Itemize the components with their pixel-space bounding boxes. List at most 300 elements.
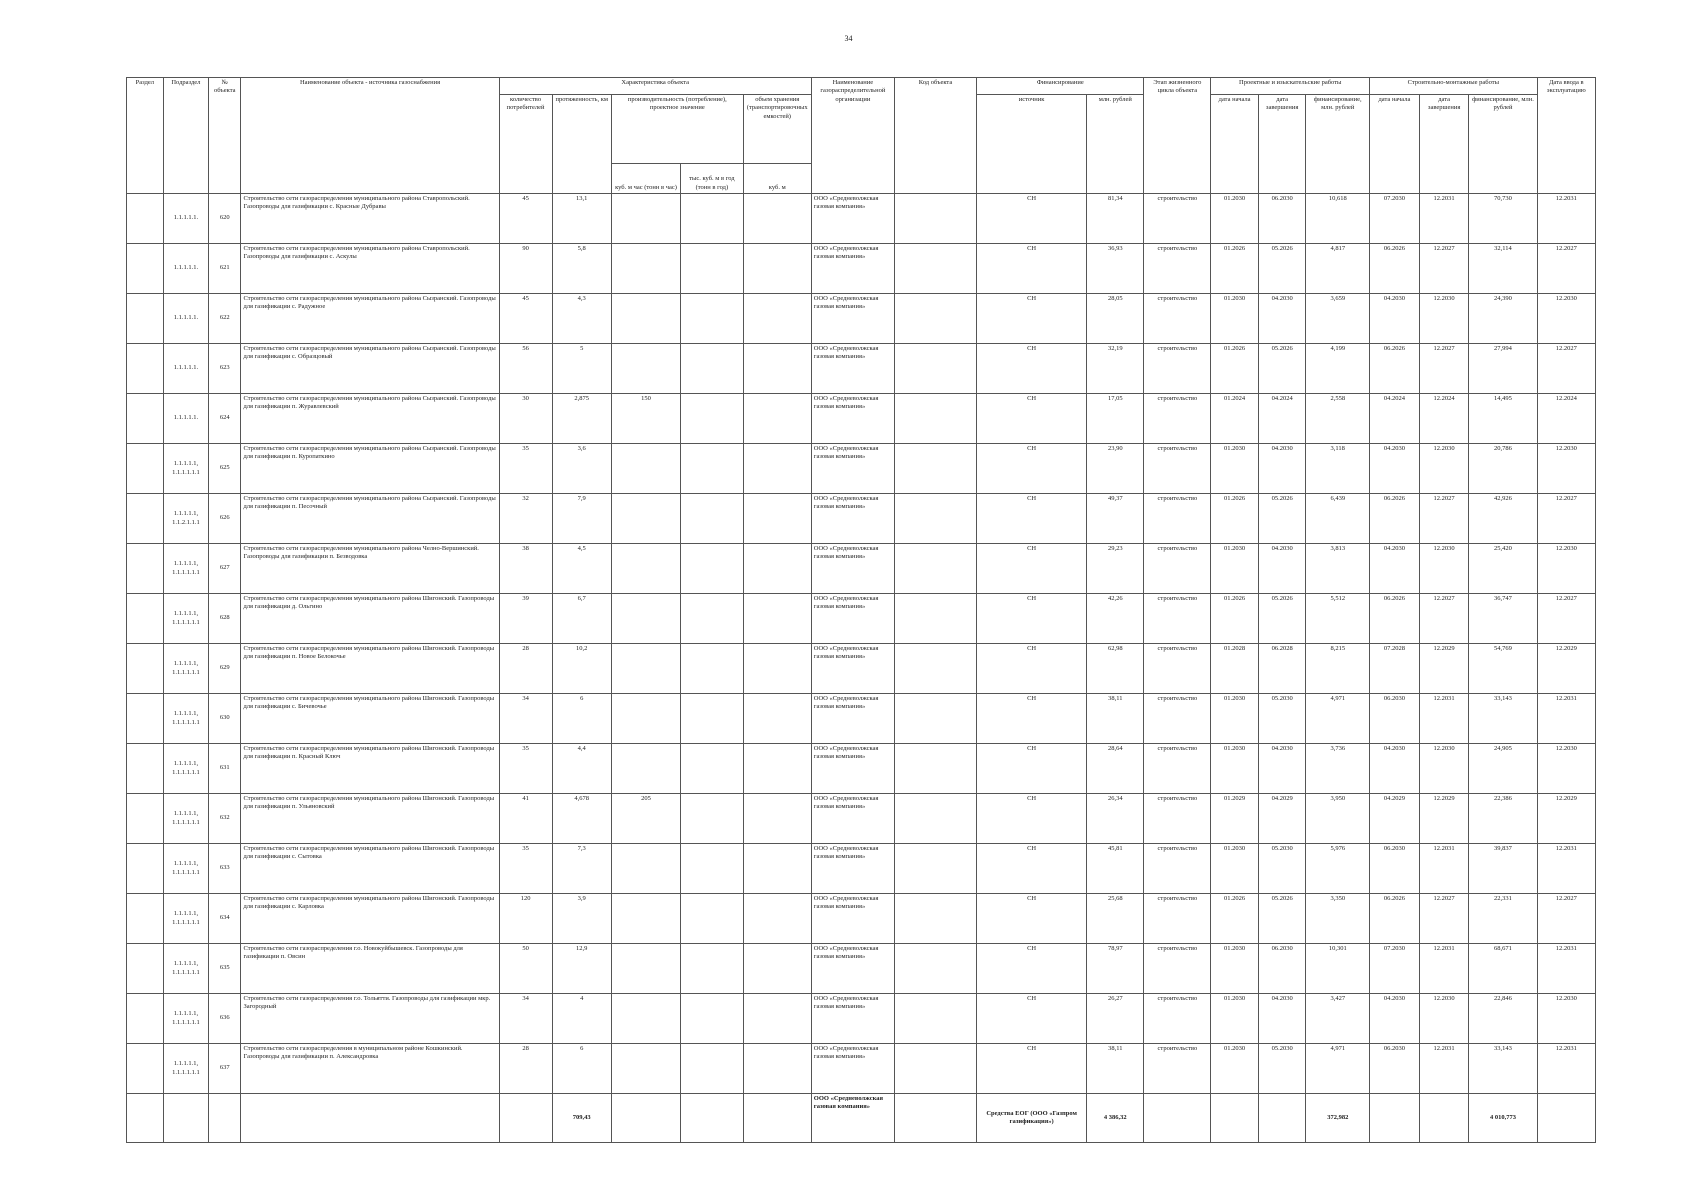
table-row xyxy=(127,394,1596,444)
cell-capacity-year xyxy=(681,744,744,794)
total-capacity-hour xyxy=(611,1094,680,1143)
cell-object-no: 622 xyxy=(209,294,241,344)
cell-section xyxy=(127,944,164,994)
cell-consumers: 32 xyxy=(499,494,552,544)
cell-design-funding: 3,950 xyxy=(1306,794,1370,844)
cell-construction-start: 04.2029 xyxy=(1370,794,1420,844)
cell-consumers: 45 xyxy=(499,294,552,344)
cell-storage xyxy=(743,1044,811,1094)
cell-mln: 28,64 xyxy=(1087,744,1144,794)
cell-design-end: 06.2030 xyxy=(1258,944,1306,994)
cell-design-end: 05.2026 xyxy=(1258,894,1306,944)
cell-design-funding: 8,215 xyxy=(1306,644,1370,694)
cell-source: СН xyxy=(977,694,1087,744)
cell-construction-end: 12.2031 xyxy=(1419,194,1469,244)
total-consumers xyxy=(499,1094,552,1143)
cell-length: 4,3 xyxy=(552,294,611,344)
cell-capacity-hour xyxy=(611,994,680,1044)
cell-object-code xyxy=(894,994,976,1044)
cell-consumers: 35 xyxy=(499,444,552,494)
header-consumers: количество потребителей xyxy=(499,95,552,194)
cell-storage xyxy=(743,694,811,744)
cell-subsection: 1.1.1.1.1, 1.1.1.1.1.1 xyxy=(163,644,208,694)
cell-stage: строительство xyxy=(1144,844,1211,894)
cell-mln: 42,26 xyxy=(1087,594,1144,644)
cell-object-code xyxy=(894,1044,976,1094)
cell-commissioning: 12.2030 xyxy=(1537,294,1595,344)
cell-consumers: 34 xyxy=(499,694,552,744)
cell-object-code xyxy=(894,594,976,644)
cell-design-start: 01.2026 xyxy=(1211,894,1259,944)
cell-capacity-hour xyxy=(611,194,680,244)
cell-capacity-hour xyxy=(611,744,680,794)
cell-object-code xyxy=(894,444,976,494)
gasification-objects-table xyxy=(126,77,1596,1143)
cell-construction-end: 12.2027 xyxy=(1419,244,1469,294)
cell-capacity-year xyxy=(681,194,744,244)
table-row xyxy=(127,444,1596,494)
cell-object-no: 625 xyxy=(209,444,241,494)
cell-length: 4,4 xyxy=(552,744,611,794)
cell-construction-start: 04.2030 xyxy=(1370,994,1420,1044)
cell-object-code xyxy=(894,694,976,744)
cell-commissioning: 12.2027 xyxy=(1537,894,1595,944)
cell-consumers: 34 xyxy=(499,994,552,1044)
cell-length: 7,9 xyxy=(552,494,611,544)
cell-object-no: 635 xyxy=(209,944,241,994)
cell-construction-start: 04.2030 xyxy=(1370,294,1420,344)
header-unit-thousand-m3-year: тыс. куб. м в год (тонн в год) xyxy=(681,164,744,194)
cell-construction-end: 12.2027 xyxy=(1419,494,1469,544)
total-design-start xyxy=(1211,1094,1259,1143)
cell-capacity-year xyxy=(681,444,744,494)
cell-storage xyxy=(743,394,811,444)
cell-design-start: 01.2030 xyxy=(1211,194,1259,244)
cell-design-end: 05.2026 xyxy=(1258,494,1306,544)
total-storage xyxy=(743,1094,811,1143)
cell-storage xyxy=(743,644,811,694)
table-row xyxy=(127,844,1596,894)
cell-construction-funding: 22,331 xyxy=(1469,894,1537,944)
cell-construction-end: 12.2030 xyxy=(1419,744,1469,794)
cell-design-end: 04.2030 xyxy=(1258,544,1306,594)
total-row xyxy=(127,1094,1596,1143)
cell-object-name: Строительство сети газораспределения муниципального района Шигонский. Газопроводы для газификации с. Карловка xyxy=(241,894,499,944)
cell-length: 13,1 xyxy=(552,194,611,244)
cell-capacity-year xyxy=(681,594,744,644)
cell-capacity-hour xyxy=(611,344,680,394)
cell-length: 5,8 xyxy=(552,244,611,294)
cell-storage xyxy=(743,994,811,1044)
cell-subsection: 1.1.1.1.1, 1.1.1.1.1.1 xyxy=(163,944,208,994)
cell-source: СН xyxy=(977,244,1087,294)
cell-consumers: 120 xyxy=(499,894,552,944)
cell-source: СН xyxy=(977,394,1087,444)
cell-gdo: ООО «Средневолжская газовая компания» xyxy=(811,294,894,344)
cell-gdo: ООО «Средневолжская газовая компания» xyxy=(811,644,894,694)
cell-stage: строительство xyxy=(1144,394,1211,444)
cell-capacity-hour xyxy=(611,644,680,694)
cell-design-start: 01.2030 xyxy=(1211,1044,1259,1094)
header-object-no: № объекта xyxy=(209,78,241,194)
cell-stage: строительство xyxy=(1144,1044,1211,1094)
cell-storage xyxy=(743,244,811,294)
cell-source: СН xyxy=(977,1044,1087,1094)
cell-length: 3,6 xyxy=(552,444,611,494)
table-row xyxy=(127,694,1596,744)
cell-storage xyxy=(743,294,811,344)
total-capacity-year xyxy=(681,1094,744,1143)
cell-design-end: 04.2030 xyxy=(1258,444,1306,494)
cell-object-name: Строительство сети газораспределения муниципального района Шигонский. Газопроводы для газификации п. Новое Белокочье xyxy=(241,644,499,694)
cell-mln: 25,68 xyxy=(1087,894,1144,944)
cell-subsection: 1.1.1.1.1, 1.1.1.1.1.1 xyxy=(163,894,208,944)
total-construction-start xyxy=(1370,1094,1420,1143)
table-row xyxy=(127,794,1596,844)
cell-construction-funding: 39,837 xyxy=(1469,844,1537,894)
total-construction-end xyxy=(1419,1094,1469,1143)
header-design-date-end: дата завершения xyxy=(1258,95,1306,194)
cell-stage: строительство xyxy=(1144,194,1211,244)
cell-consumers: 28 xyxy=(499,1044,552,1094)
cell-mln: 81,34 xyxy=(1087,194,1144,244)
header-design-funding: финансирование, млн. рублей xyxy=(1306,95,1370,194)
cell-construction-start: 06.2030 xyxy=(1370,1044,1420,1094)
cell-construction-funding: 24,390 xyxy=(1469,294,1537,344)
cell-capacity-year xyxy=(681,294,744,344)
cell-length: 3,9 xyxy=(552,894,611,944)
header-capacity: производительность (потребление), проектное значение xyxy=(611,95,743,164)
cell-object-no: 636 xyxy=(209,994,241,1044)
cell-design-end: 05.2030 xyxy=(1258,694,1306,744)
table-row xyxy=(127,894,1596,944)
cell-construction-end: 12.2027 xyxy=(1419,894,1469,944)
cell-capacity-hour xyxy=(611,294,680,344)
cell-design-end: 04.2024 xyxy=(1258,394,1306,444)
cell-subsection: 1.1.1.1.1, 1.1.1.1.1.1 xyxy=(163,594,208,644)
cell-length: 6,7 xyxy=(552,594,611,644)
cell-object-code xyxy=(894,744,976,794)
cell-object-no: 624 xyxy=(209,394,241,444)
cell-source: СН xyxy=(977,444,1087,494)
header-characteristics: Характеристика объекта xyxy=(499,78,811,95)
cell-design-end: 05.2026 xyxy=(1258,594,1306,644)
cell-design-end: 06.2028 xyxy=(1258,644,1306,694)
cell-mln: 26,34 xyxy=(1087,794,1144,844)
cell-construction-end: 12.2031 xyxy=(1419,1044,1469,1094)
cell-object-code xyxy=(894,394,976,444)
cell-design-funding: 6,439 xyxy=(1306,494,1370,544)
total-commissioning xyxy=(1537,1094,1595,1143)
cell-section xyxy=(127,994,164,1044)
header-section: Раздел xyxy=(127,78,164,194)
cell-capacity-hour xyxy=(611,1044,680,1094)
cell-length: 12,9 xyxy=(552,944,611,994)
cell-capacity-year xyxy=(681,794,744,844)
cell-subsection: 1.1.1.1.1, 1.1.1.1.1.1 xyxy=(163,444,208,494)
cell-capacity-year xyxy=(681,494,744,544)
cell-section xyxy=(127,344,164,394)
cell-capacity-hour: 205 xyxy=(611,794,680,844)
cell-construction-end: 12.2027 xyxy=(1419,344,1469,394)
table-row xyxy=(127,294,1596,344)
total-section xyxy=(127,1094,164,1143)
cell-section xyxy=(127,894,164,944)
cell-construction-start: 06.2026 xyxy=(1370,244,1420,294)
cell-commissioning: 12.2030 xyxy=(1537,744,1595,794)
cell-design-start: 01.2026 xyxy=(1211,594,1259,644)
cell-construction-funding: 20,786 xyxy=(1469,444,1537,494)
cell-object-code xyxy=(894,494,976,544)
cell-design-start: 01.2030 xyxy=(1211,844,1259,894)
cell-mln: 62,98 xyxy=(1087,644,1144,694)
cell-source: СН xyxy=(977,844,1087,894)
total-stage xyxy=(1144,1094,1211,1143)
cell-object-name: Строительство сети газораспределения муниципального района Сызранский. Газопроводы для газификации с. Радужное xyxy=(241,294,499,344)
cell-construction-end: 12.2030 xyxy=(1419,444,1469,494)
cell-length: 4 xyxy=(552,994,611,1044)
cell-capacity-hour xyxy=(611,894,680,944)
table-row xyxy=(127,1044,1596,1094)
total-gdo: ООО «Средневолжская газовая компания» xyxy=(811,1094,894,1143)
cell-subsection: 1.1.1.1.1. xyxy=(163,194,208,244)
cell-subsection: 1.1.1.1.1, 1.1.1.1.1.1 xyxy=(163,694,208,744)
cell-capacity-hour xyxy=(611,244,680,294)
cell-design-funding: 3,659 xyxy=(1306,294,1370,344)
cell-length: 5 xyxy=(552,344,611,394)
cell-section xyxy=(127,744,164,794)
cell-section xyxy=(127,194,164,244)
table-row xyxy=(127,744,1596,794)
cell-length: 4,5 xyxy=(552,544,611,594)
cell-object-no: 630 xyxy=(209,694,241,744)
cell-design-end: 05.2026 xyxy=(1258,244,1306,294)
cell-object-name: Строительство сети газораспределения муниципального района Сызранский. Газопроводы для газификации п. Журавлевский xyxy=(241,394,499,444)
cell-consumers: 56 xyxy=(499,344,552,394)
cell-commissioning: 12.2031 xyxy=(1537,194,1595,244)
cell-design-end: 05.2026 xyxy=(1258,344,1306,394)
cell-design-funding: 4,971 xyxy=(1306,1044,1370,1094)
cell-subsection: 1.1.1.1.1. xyxy=(163,244,208,294)
cell-object-name: Строительство сети газораспределения муниципального района Шигонский. Газопроводы для газификации д. Ольгино xyxy=(241,594,499,644)
cell-construction-start: 07.2028 xyxy=(1370,644,1420,694)
table-row xyxy=(127,244,1596,294)
cell-object-no: 632 xyxy=(209,794,241,844)
cell-capacity-year xyxy=(681,994,744,1044)
header-length: протяженность, км xyxy=(552,95,611,194)
cell-capacity-year xyxy=(681,1044,744,1094)
cell-commissioning: 12.2031 xyxy=(1537,694,1595,744)
cell-commissioning: 12.2030 xyxy=(1537,444,1595,494)
cell-construction-funding: 33,143 xyxy=(1469,1044,1537,1094)
cell-object-no: 634 xyxy=(209,894,241,944)
cell-section xyxy=(127,544,164,594)
cell-mln: 36,93 xyxy=(1087,244,1144,294)
cell-design-end: 04.2029 xyxy=(1258,794,1306,844)
cell-length: 6 xyxy=(552,1044,611,1094)
header-construction-date-start: дата начала xyxy=(1370,95,1420,194)
cell-capacity-year xyxy=(681,944,744,994)
cell-section xyxy=(127,844,164,894)
cell-length: 10,2 xyxy=(552,644,611,694)
cell-section xyxy=(127,494,164,544)
cell-capacity-year xyxy=(681,644,744,694)
cell-design-funding: 3,813 xyxy=(1306,544,1370,594)
cell-commissioning: 12.2030 xyxy=(1537,544,1595,594)
cell-source: СН xyxy=(977,944,1087,994)
cell-capacity-year xyxy=(681,244,744,294)
cell-source: СН xyxy=(977,494,1087,544)
cell-commissioning: 12.2029 xyxy=(1537,644,1595,694)
cell-storage xyxy=(743,344,811,394)
cell-design-start: 01.2030 xyxy=(1211,444,1259,494)
cell-object-name: Строительство сети газораспределения в муниципальном районе Кошкинский. Газопроводы для газификации п. Александровка xyxy=(241,1044,499,1094)
table-row xyxy=(127,594,1596,644)
cell-stage: строительство xyxy=(1144,994,1211,1044)
cell-gdo: ООО «Средневолжская газовая компания» xyxy=(811,894,894,944)
cell-gdo: ООО «Средневолжская газовая компания» xyxy=(811,444,894,494)
cell-storage xyxy=(743,444,811,494)
cell-stage: строительство xyxy=(1144,544,1211,594)
cell-construction-funding: 32,114 xyxy=(1469,244,1537,294)
cell-gdo: ООО «Средневолжская газовая компания» xyxy=(811,694,894,744)
cell-design-start: 01.2028 xyxy=(1211,644,1259,694)
header-construction-works: Строительно-монтажные работы xyxy=(1370,78,1537,95)
header-gdo-name: Наименование газораспределительной организации xyxy=(811,78,894,194)
cell-object-code xyxy=(894,294,976,344)
cell-construction-end: 12.2030 xyxy=(1419,994,1469,1044)
cell-consumers: 35 xyxy=(499,844,552,894)
cell-commissioning: 12.2027 xyxy=(1537,344,1595,394)
cell-object-name: Строительство сети газораспределения г.о. Тольятти. Газопроводы для газификации мкр. Загородный xyxy=(241,994,499,1044)
cell-capacity-hour xyxy=(611,694,680,744)
cell-design-start: 01.2026 xyxy=(1211,244,1259,294)
cell-object-code xyxy=(894,644,976,694)
table-row xyxy=(127,494,1596,544)
cell-construction-funding: 27,994 xyxy=(1469,344,1537,394)
cell-object-no: 626 xyxy=(209,494,241,544)
cell-stage: строительство xyxy=(1144,494,1211,544)
cell-gdo: ООО «Средневолжская газовая компания» xyxy=(811,944,894,994)
cell-object-code xyxy=(894,794,976,844)
cell-construction-end: 12.2031 xyxy=(1419,844,1469,894)
cell-mln: 78,97 xyxy=(1087,944,1144,994)
cell-object-no: 623 xyxy=(209,344,241,394)
cell-storage xyxy=(743,944,811,994)
cell-design-funding: 4,817 xyxy=(1306,244,1370,294)
header-design-date-start: дата начала xyxy=(1211,95,1259,194)
cell-consumers: 38 xyxy=(499,544,552,594)
cell-consumers: 30 xyxy=(499,394,552,444)
cell-object-name: Строительство сети газораспределения муниципального района Ставропольский. Газопроводы для газификации с. Аскулы xyxy=(241,244,499,294)
cell-construction-start: 07.2030 xyxy=(1370,194,1420,244)
cell-construction-start: 06.2026 xyxy=(1370,344,1420,394)
cell-source: СН xyxy=(977,894,1087,944)
header-source: источник xyxy=(977,95,1087,194)
cell-construction-funding: 54,769 xyxy=(1469,644,1537,694)
cell-mln: 17,05 xyxy=(1087,394,1144,444)
cell-source: СН xyxy=(977,994,1087,1044)
cell-commissioning: 12.2027 xyxy=(1537,594,1595,644)
cell-design-start: 01.2030 xyxy=(1211,744,1259,794)
cell-object-code xyxy=(894,344,976,394)
total-object-code xyxy=(894,1094,976,1143)
header-construction-date-end: дата завершения xyxy=(1419,95,1469,194)
cell-consumers: 90 xyxy=(499,244,552,294)
cell-section xyxy=(127,294,164,344)
cell-stage: строительство xyxy=(1144,944,1211,994)
cell-mln: 38,11 xyxy=(1087,694,1144,744)
cell-object-name: Строительство сети газораспределения муниципального района Шигонский. Газопроводы для газификации с. Бичевочье xyxy=(241,694,499,744)
table-row xyxy=(127,944,1596,994)
table-row xyxy=(127,994,1596,1044)
cell-object-no: 631 xyxy=(209,744,241,794)
total-design-funding: 372,982 xyxy=(1306,1094,1370,1143)
cell-construction-funding: 24,905 xyxy=(1469,744,1537,794)
header-storage: объем хранения (транспортировочных емкостей) xyxy=(743,95,811,164)
cell-construction-end: 12.2030 xyxy=(1419,294,1469,344)
cell-design-start: 01.2029 xyxy=(1211,794,1259,844)
cell-gdo: ООО «Средневолжская газовая компания» xyxy=(811,1044,894,1094)
cell-object-name: Строительство сети газораспределения муниципального района Челно-Вершинский. Газопроводы для газификации п. Безводовка xyxy=(241,544,499,594)
cell-gdo: ООО «Средневолжская газовая компания» xyxy=(811,794,894,844)
cell-stage: строительство xyxy=(1144,344,1211,394)
header-subsection: Подраздел xyxy=(163,78,208,194)
cell-commissioning: 12.2031 xyxy=(1537,944,1595,994)
cell-design-end: 05.2030 xyxy=(1258,1044,1306,1094)
cell-commissioning: 12.2031 xyxy=(1537,844,1595,894)
cell-object-name: Строительство сети газораспределения муниципального района Сызранский. Газопроводы для газификации п. Куропаткино xyxy=(241,444,499,494)
cell-length: 7,3 xyxy=(552,844,611,894)
table-row xyxy=(127,344,1596,394)
cell-design-funding: 3,118 xyxy=(1306,444,1370,494)
cell-mln: 32,19 xyxy=(1087,344,1144,394)
cell-commissioning: 12.2027 xyxy=(1537,494,1595,544)
header-design-works: Проектные и изыскательские работы xyxy=(1211,78,1370,95)
cell-source: СН xyxy=(977,544,1087,594)
cell-design-end: 04.2030 xyxy=(1258,294,1306,344)
cell-length: 6 xyxy=(552,694,611,744)
cell-gdo: ООО «Средневолжская газовая компания» xyxy=(811,594,894,644)
cell-design-funding: 3,427 xyxy=(1306,994,1370,1044)
cell-object-code xyxy=(894,544,976,594)
cell-storage xyxy=(743,794,811,844)
total-mln: 4 386,32 xyxy=(1087,1094,1144,1143)
cell-storage xyxy=(743,744,811,794)
cell-capacity-year xyxy=(681,544,744,594)
cell-gdo: ООО «Средневолжская газовая компания» xyxy=(811,244,894,294)
cell-design-start: 01.2026 xyxy=(1211,494,1259,544)
cell-stage: строительство xyxy=(1144,794,1211,844)
header-life-cycle: Этап жизненного цикла объекта xyxy=(1144,78,1211,194)
cell-design-start: 01.2026 xyxy=(1211,344,1259,394)
cell-length: 2,875 xyxy=(552,394,611,444)
cell-subsection: 1.1.1.1.1. xyxy=(163,394,208,444)
cell-object-name: Строительство сети газораспределения муниципального района Сызранский. Газопроводы для газификации п. Песочный xyxy=(241,494,499,544)
cell-mln: 23,90 xyxy=(1087,444,1144,494)
cell-source: СН xyxy=(977,744,1087,794)
cell-design-end: 04.2030 xyxy=(1258,994,1306,1044)
cell-design-start: 01.2030 xyxy=(1211,944,1259,994)
cell-section xyxy=(127,594,164,644)
cell-construction-funding: 25,420 xyxy=(1469,544,1537,594)
cell-subsection: 1.1.1.1.1, 1.1.1.1.1.1 xyxy=(163,744,208,794)
cell-subsection: 1.1.1.1.1, 1.1.1.1.1.1 xyxy=(163,994,208,1044)
cell-object-name: Строительство сети газораспределения муниципального района Шигонский. Газопроводы для газификации с. Сытовка xyxy=(241,844,499,894)
cell-design-funding: 3,350 xyxy=(1306,894,1370,944)
cell-mln: 26,27 xyxy=(1087,994,1144,1044)
cell-storage xyxy=(743,544,811,594)
